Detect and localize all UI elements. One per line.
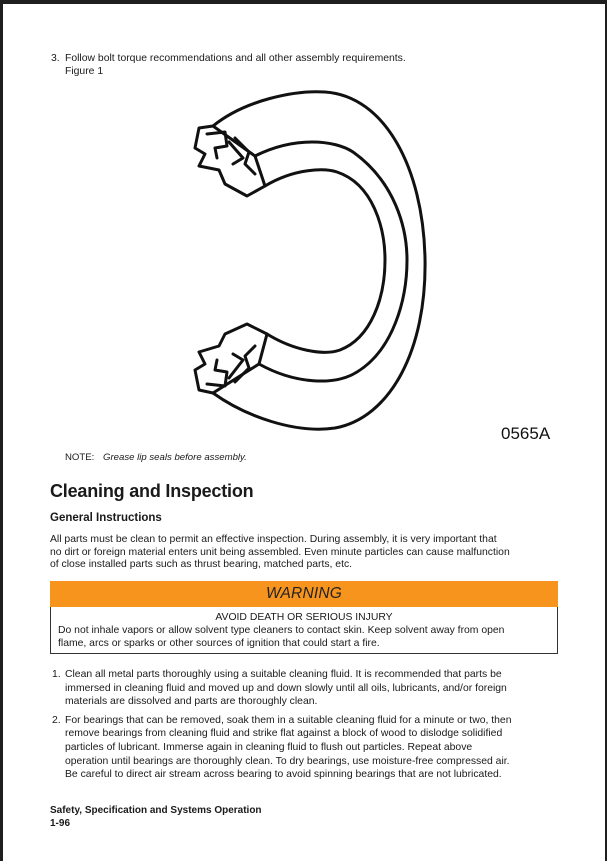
list-item-line: For bearings that can be removed, soak them in a suitable cleaning fluid for a minute or two, then: [65, 714, 512, 726]
figure-label: Figure 1: [65, 66, 104, 77]
seal-top-section: [195, 126, 265, 196]
page-footer: [50, 804, 262, 830]
note: [65, 452, 247, 463]
list-item-line: materials are dissolved and parts are thoroughly clean.: [65, 696, 318, 708]
list-item-line: immersed in cleaning fluid and moved up and down slowly until all oils, lubricants, and/or foreign: [65, 682, 507, 694]
list-item-line: Be careful to direct air stream across bearing to avoid spinning bearings that are not lubricated.: [65, 769, 502, 781]
warning-banner: [50, 581, 558, 607]
list-item-number: 2.: [52, 714, 61, 726]
seal-bottom-section: [195, 324, 267, 393]
list-item-line: remove bearings from cleaning fluid and strike flat against a block of wood to dislodge solidified: [65, 728, 503, 740]
warning-box: [50, 607, 558, 654]
steps-list: [50, 668, 565, 782]
warning-title: AVOID DEATH OR SERIOUS INJURY: [215, 612, 393, 623]
page-number: 1-96: [50, 818, 71, 829]
section-title: Cleaning and Inspection: [50, 481, 254, 501]
list-item-number: 1.: [52, 669, 61, 680]
intro-paragraph: [50, 534, 560, 572]
step-number: 3.: [51, 53, 60, 64]
subsection-title: General Instructions: [50, 512, 162, 524]
list-item-line: particles of lubricant. Immerse again in cleaning fluid to flush out particles. Repeat above: [65, 741, 473, 753]
lip-seal-figure: [185, 88, 435, 433]
intro-line: of close installed parts such as thrust bearing, matched parts, etc.: [50, 559, 353, 571]
page-border-left: [0, 0, 3, 861]
step-text: Follow bolt torque recommendations and all other assembly requirements.: [65, 53, 406, 64]
page-border-top: [0, 0, 607, 4]
intro-line: All parts must be clean to permit an effective inspection. During assembly, it is very important that: [50, 534, 497, 545]
intro-line: no dirt or foreign material enters unit being assembled. Even minute particles can cause malfunction: [50, 546, 510, 558]
warning-banner-text: WARNING: [265, 585, 343, 602]
list-item-line: operation until bearings are thoroughly clean. To dry bearings, use moisture-free compressed air.: [65, 755, 510, 767]
footer-title: Safety, Specification and Systems Operation: [50, 805, 262, 816]
list-item-line: Clean all metal parts thoroughly using a suitable cleaning fluid. It is recommended that parts be: [65, 669, 502, 680]
note-label: NOTE:: [65, 452, 95, 463]
seal-inner-edge: [265, 170, 385, 352]
warning-line: flame, arcs or sparks or other sources of ignition that could start a fire.: [58, 637, 380, 649]
list-item: [50, 668, 565, 709]
list-item: [50, 714, 565, 782]
note-text: Grease lip seals before assembly.: [103, 452, 247, 463]
figure-code: 0565A: [501, 424, 551, 443]
warning-line: Do not inhale vapors or allow solvent type cleaners to contact skin. Keep solvent away from open: [58, 624, 505, 636]
